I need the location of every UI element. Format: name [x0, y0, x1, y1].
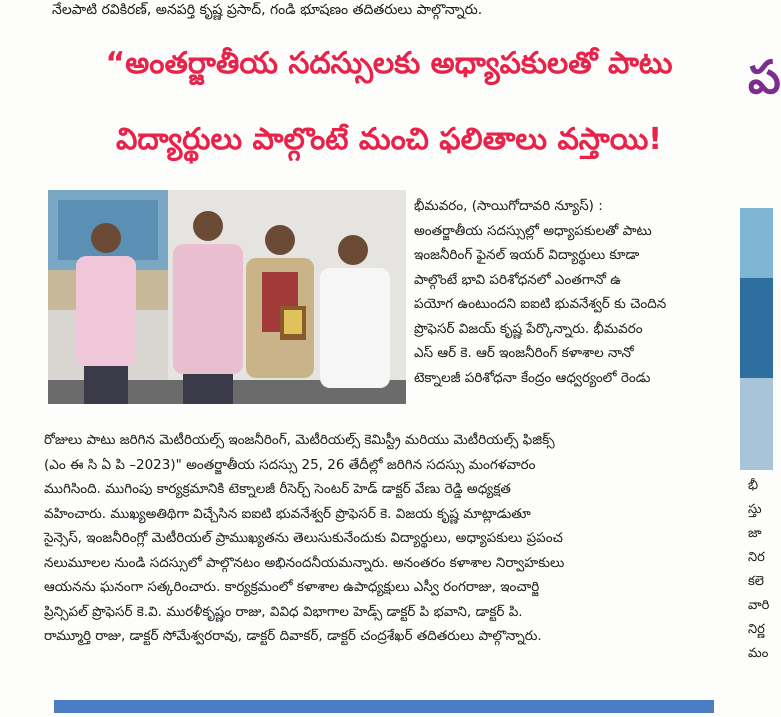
text-fragment: భీ — [748, 478, 759, 493]
text-fragment: వారి — [748, 598, 770, 613]
text-line: నలుమూలల నుండి సదస్సులో పాల్గొనటం అభినందనీయమన్నారు. అనంతరం కళాశాల నిర్వాహకులు — [44, 554, 565, 571]
article-body-wide — [44, 428, 724, 649]
adjacent-article-heading: ప — [748, 50, 781, 104]
text-fragment: స్తు — [748, 502, 762, 517]
text-line: ముగిసింది. ముగింపు కార్యక్రమానికి టెక్నాలజీ రీసెర్చ్ సెంటర్ హెడ్ డాక్టర్ వేణు రెడ్డి అధ్యక్షత — [44, 481, 511, 497]
text-fragment: నిర — [748, 550, 765, 565]
text-line: ఆయనను ఘనంగా సత్కరించారు. కార్యక్రమంలో కళాశాల ఉపాధ్యక్షులు ఎస్వీ రంగరాజు, ఇంచార్జి — [44, 579, 540, 595]
article-column-right — [414, 194, 666, 390]
text-line: ప్రొఫెసర్ విజయ్ కృష్ణ పేర్కొన్నారు. భీమవరం — [414, 320, 643, 337]
text-line: టెక్నాలజీ పరిశోధనా కేంద్రం ఆధ్వర్యంలో రెండు — [414, 369, 651, 386]
headline-line-2: విద్యార్థులు పాల్గొంటే మంచి ఫలితాలు వస్తాయి! — [116, 122, 662, 157]
next-headline-cutoff — [54, 692, 714, 713]
text-line: రోజులు పాటు జరిగిన మెటీరియల్స్ ఇంజనీరింగ్, మెటీరియల్స్ కెమిస్ట్రీ మరియు మెటీరియల్స్ ఫిజిక్స్ — [44, 432, 555, 448]
text-line: పయోగ ఉంటుందని ఐఐటి భువనేశ్వర్ కు చెందిన — [414, 296, 667, 312]
text-line: ఇంజనీరింగ్ ఫైనల్ ఇయర్ విద్యార్థులు కూడా — [414, 247, 640, 263]
text-line: (ఎం ఈ సి ఏ పి –2023)" అంతర్జాతీయ సదస్సు 25, 26 తేదీల్లో జరిగిన సదస్సు మంగళవారం — [44, 456, 536, 473]
text-line: సైన్సెస్, ఇంజనీరింగ్లో మెటీరియల్ ప్రాముఖ్యతను తెలుసుకునేందుకు విద్యార్థులు, అధ్యాపకులు ప్రపంచ — [44, 530, 563, 546]
headline-line-1: “అంతర్జాతీయ సదస్సులకు అధ్యాపకులతో పాటు — [105, 46, 673, 81]
text-line: ప్రిన్సిపల్ ప్రొఫెసర్ కె.వి. మురళీకృష్ణం రాజు, వివిధ విభాగాల హెడ్స్ డాక్టర్ పి భవాని, డాక్టర్ పి. — [44, 603, 523, 620]
text-fragment: జా — [748, 526, 762, 541]
text-line: వహించారు. ముఖ్యఅతిథిగా విచ్చేసిన ఐఐటి భువనేశ్వర్ ప్రొఫెసర్ కె. విజయ కృష్ణ మాట్లాడుతూ — [44, 505, 531, 522]
text-line: పాల్గొంటే భావి పరిశోధనలో ఎంతగానో ఉ — [414, 271, 622, 288]
event-photo — [48, 190, 406, 404]
adjacent-article-text — [748, 474, 769, 666]
dateline: భీమవరం, (సాయిగోదావరి న్యూస్) : — [414, 198, 603, 214]
text-fragment: కలె — [748, 574, 765, 589]
text-fragment: నిర్ణ — [748, 622, 765, 637]
text-line: ఎస్ ఆర్ కె. ఆర్ ఇంజనీరింగ్ కళాశాల నానో — [414, 345, 634, 361]
adjacent-article-photo — [740, 208, 773, 470]
text-line: రామ్మూర్తి రాజు, డాక్టర్ సోమేశ్వరరావు, డాక్టర్ దివాకర్, డాక్టర్ చంద్రశేఖర్ తదితరులు పాల్గొన్నారు. — [44, 628, 542, 644]
text-line: అంతర్జాతీయ సదస్సుల్లో అధ్యాపకులతో పాటు — [414, 222, 652, 239]
text-fragment: మం — [748, 646, 769, 661]
previous-article-last-line: నేలపాటి రవికిరణ్, అనపర్తి కృష్ణ ప్రసాద్, గండి భూషణం తదితరులు పాల్గొన్నారు. — [52, 2, 483, 18]
